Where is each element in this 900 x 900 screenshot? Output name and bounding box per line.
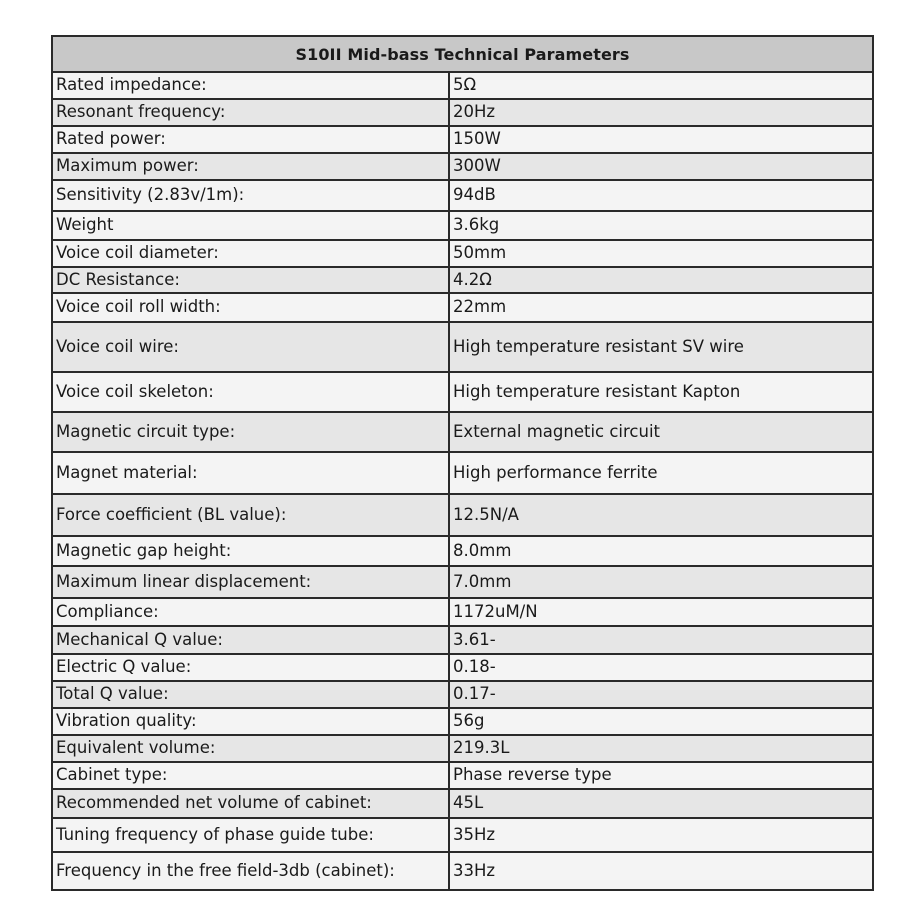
param-value: 4.2Ω: [449, 267, 873, 293]
param-value: 45L: [449, 789, 873, 818]
param-value: 35Hz: [449, 818, 873, 852]
param-label: Voice coil skeleton:: [52, 372, 449, 412]
param-label: Recommended net volume of cabinet:: [52, 789, 449, 818]
table-row: [52, 293, 873, 322]
table-row: [52, 322, 873, 372]
param-value: High temperature resistant Kapton: [449, 372, 873, 412]
param-value: 7.0mm: [449, 566, 873, 598]
param-label: Electric Q value:: [52, 654, 449, 681]
table-row: [52, 852, 873, 890]
param-label: Magnetic gap height:: [52, 536, 449, 566]
param-label: Magnetic circuit type:: [52, 412, 449, 452]
table-row: [52, 99, 873, 126]
table-row: [52, 153, 873, 180]
table-row: [52, 180, 873, 211]
param-value: 3.6kg: [449, 211, 873, 240]
table-row: [52, 598, 873, 626]
table-row: [52, 412, 873, 452]
param-label: Rated power:: [52, 126, 449, 153]
param-value: 20Hz: [449, 99, 873, 126]
param-label: Compliance:: [52, 598, 449, 626]
table-row: [52, 566, 873, 598]
table-row: [52, 267, 873, 293]
param-label: Frequency in the free field-3db (cabinet):: [52, 852, 449, 890]
param-value: High temperature resistant SV wire: [449, 322, 873, 372]
param-label: Resonant frequency:: [52, 99, 449, 126]
param-label: Force coefficient (BL value):: [52, 494, 449, 536]
table-row: [52, 654, 873, 681]
param-value: High performance ferrite: [449, 452, 873, 494]
table-row: [52, 372, 873, 412]
param-label: Cabinet type:: [52, 762, 449, 789]
param-value: 12.5N/A: [449, 494, 873, 536]
param-label: Voice coil wire:: [52, 322, 449, 372]
param-label: Rated impedance:: [52, 72, 449, 99]
param-value: External magnetic circuit: [449, 412, 873, 452]
param-label: Mechanical Q value:: [52, 626, 449, 654]
table-row: [52, 72, 873, 99]
table-row: [52, 494, 873, 536]
param-value: 94dB: [449, 180, 873, 211]
param-value: 5Ω: [449, 72, 873, 99]
param-label: Magnet material:: [52, 452, 449, 494]
table-row: [52, 126, 873, 153]
table-row: [52, 735, 873, 762]
param-value: 0.17-: [449, 681, 873, 708]
param-value: 33Hz: [449, 852, 873, 890]
param-label: Equivalent volume:: [52, 735, 449, 762]
param-value: 300W: [449, 153, 873, 180]
param-value: 0.18-: [449, 654, 873, 681]
table-row: [52, 211, 873, 240]
param-label: DC Resistance:: [52, 267, 449, 293]
param-label: Maximum linear displacement:: [52, 566, 449, 598]
table-row: [52, 626, 873, 654]
table-row: [52, 762, 873, 789]
table-row: [52, 452, 873, 494]
table-row: [52, 818, 873, 852]
param-label: Voice coil roll width:: [52, 293, 449, 322]
param-label: Total Q value:: [52, 681, 449, 708]
table-row: [52, 708, 873, 735]
param-label: Voice coil diameter:: [52, 240, 449, 267]
table-row: [52, 681, 873, 708]
param-value: 3.61-: [449, 626, 873, 654]
param-value: 56g: [449, 708, 873, 735]
param-value: 150W: [449, 126, 873, 153]
param-value: 22mm: [449, 293, 873, 322]
param-value: 1172uM/N: [449, 598, 873, 626]
table-header-row: [52, 36, 873, 72]
table-row: [52, 789, 873, 818]
param-label: Weight: [52, 211, 449, 240]
table-row: [52, 536, 873, 566]
table-title: S10II Mid-bass Technical Parameters: [52, 36, 873, 72]
param-label: Maximum power:: [52, 153, 449, 180]
param-value: 219.3L: [449, 735, 873, 762]
param-value: Phase reverse type: [449, 762, 873, 789]
param-value: 50mm: [449, 240, 873, 267]
param-label: Sensitivity (2.83v/1m):: [52, 180, 449, 211]
spec-table: [51, 35, 874, 891]
param-value: 8.0mm: [449, 536, 873, 566]
table-row: [52, 240, 873, 267]
param-label: Tuning frequency of phase guide tube:: [52, 818, 449, 852]
param-label: Vibration quality:: [52, 708, 449, 735]
